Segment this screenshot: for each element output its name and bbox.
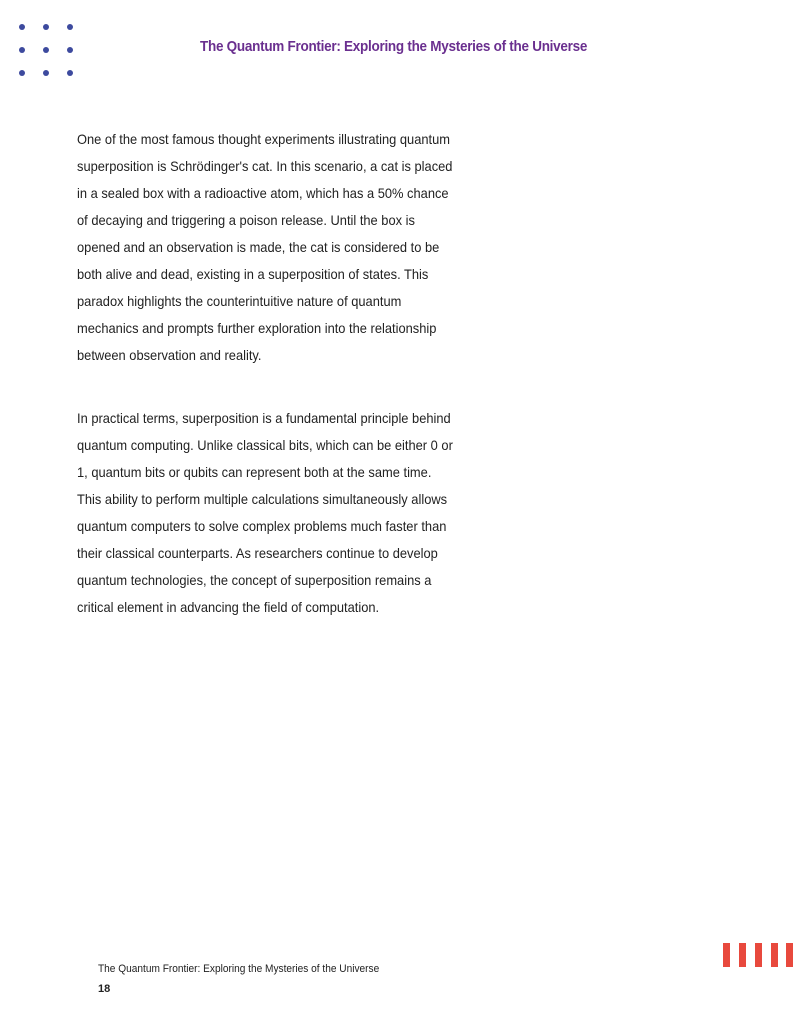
text-line: mechanics and prompts further exploration into the relationship <box>77 320 437 336</box>
dot-grid-icon <box>19 24 79 84</box>
text-line: opened and an observation is made, the cat is considered to be <box>77 239 440 255</box>
footer-title: The Quantum Frontier: Exploring the Mysteries of the Universe <box>98 963 380 975</box>
text-line: In practical terms, superposition is a fundamental principle behind <box>77 410 451 426</box>
dot <box>67 24 73 30</box>
body-content <box>77 126 487 657</box>
text-line: critical element in advancing the field of computation. <box>77 599 380 615</box>
stripe <box>723 943 730 967</box>
dot <box>67 47 73 53</box>
text-line: 1, quantum bits or qubits can represent both at the same time. <box>77 464 432 480</box>
stripes-icon <box>723 943 793 967</box>
text-line: between observation and reality. <box>77 347 262 363</box>
text-line: quantum computers to solve complex problems much faster than <box>77 518 447 534</box>
dot <box>19 47 25 53</box>
stripe <box>739 943 746 967</box>
dot <box>19 24 25 30</box>
stripe <box>771 943 778 967</box>
dot <box>19 70 25 76</box>
text-line: quantum technologies, the concept of superposition remains a <box>77 572 432 588</box>
text-line: superposition is Schrödinger's cat. In this scenario, a cat is placed <box>77 158 453 174</box>
page-header-title: The Quantum Frontier: Exploring the Mysteries of the Universe <box>200 38 588 55</box>
text-line: both alive and dead, existing in a superposition of states. This <box>77 266 429 282</box>
page-number: 18 <box>98 983 111 995</box>
text-line: quantum computing. Unlike classical bits, which can be either 0 or <box>77 437 453 453</box>
text-line: One of the most famous thought experiments illustrating quantum <box>77 131 451 147</box>
text-line: their classical counterparts. As researchers continue to develop <box>77 545 438 561</box>
text-line: in a sealed box with a radioactive atom, which has a 50% chance <box>77 185 449 201</box>
text-line: paradox highlights the counterintuitive nature of quantum <box>77 293 402 309</box>
dot <box>43 47 49 53</box>
paragraph <box>77 405 487 621</box>
dot <box>43 24 49 30</box>
dot <box>43 70 49 76</box>
stripe <box>786 943 793 967</box>
text-line: of decaying and triggering a poison release. Until the box is <box>77 212 415 228</box>
dot <box>67 70 73 76</box>
stripe <box>755 943 762 967</box>
paragraph <box>77 126 487 369</box>
text-line: This ability to perform multiple calculations simultaneously allows <box>77 491 448 507</box>
